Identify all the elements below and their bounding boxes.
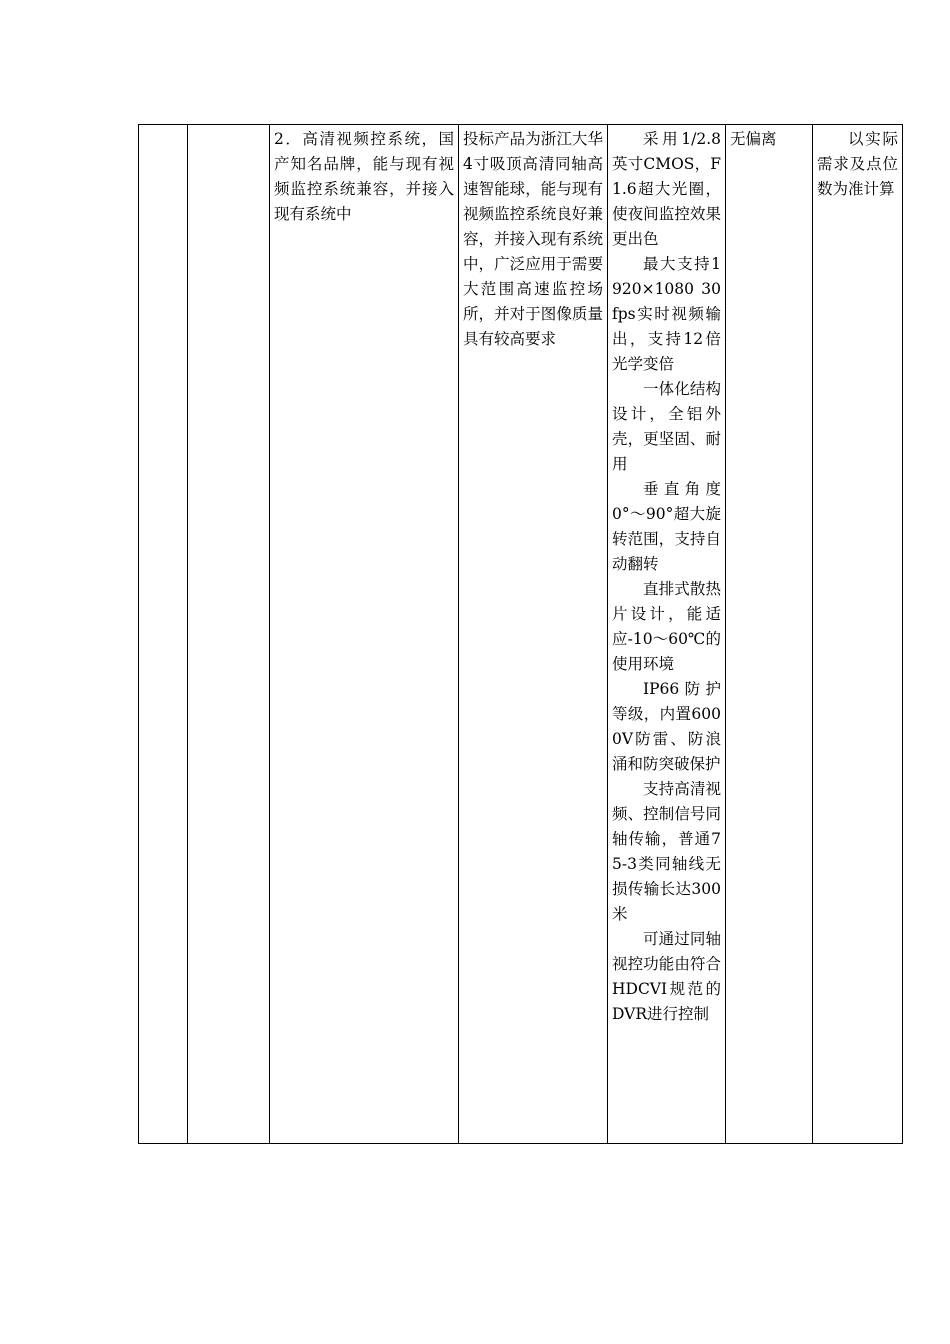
spec-paragraph: 直排式散热片设计，能适应-10～60℃的使用环境 <box>612 580 721 673</box>
response-cell <box>459 125 608 1144</box>
spec-paragraph: 采用1/2.8英寸CMOS，F1.6超大光圈，使夜间监控效果更出色 <box>612 130 721 248</box>
spec-paragraph: IP66防护等级，内置6000V防雷、防浪涌和防突破保护 <box>612 680 721 773</box>
specs-cell <box>608 125 726 1144</box>
spec-paragraph: 最大支持1920×1080 30fps实时视频输出，支持12倍光学变倍 <box>612 255 721 373</box>
requirement-cell <box>270 125 459 1144</box>
spec-paragraph: 可通过同轴视控功能由符合HDCVI规范的DVR进行控制 <box>612 930 721 1023</box>
index-cell <box>139 125 188 1144</box>
table-row <box>139 125 903 1144</box>
spec-paragraph: 垂直角度0°～90°超大旋转范围，支持自动翻转 <box>612 480 721 573</box>
spec-paragraph: 一体化结构设计，全铝外壳，更坚固、耐用 <box>612 380 721 473</box>
spec-table <box>138 124 903 1144</box>
remark-cell <box>813 125 903 1144</box>
remark-text: 以实际需求及点位数为准计算 <box>817 130 898 198</box>
deviation-cell: 无偏离 <box>726 125 813 1144</box>
response-text: 投标产品为浙江大华4寸吸顶高清同轴高速智能球，能与现有视频监控系统良好兼容，并接入现有系统中，广泛应用于需要大范围高速监控场所，并对于图像质量具有较高要求 <box>463 130 603 348</box>
item-cell <box>188 125 270 1144</box>
requirement-text: 2．高清视频控系统，国产知名品牌，能与现有视频监控系统兼容，并接入现有系统中 <box>274 130 454 223</box>
spec-paragraph: 支持高清视频、控制信号同轴传输，普通75-3类同轴线无损传输长达300米 <box>612 780 721 923</box>
